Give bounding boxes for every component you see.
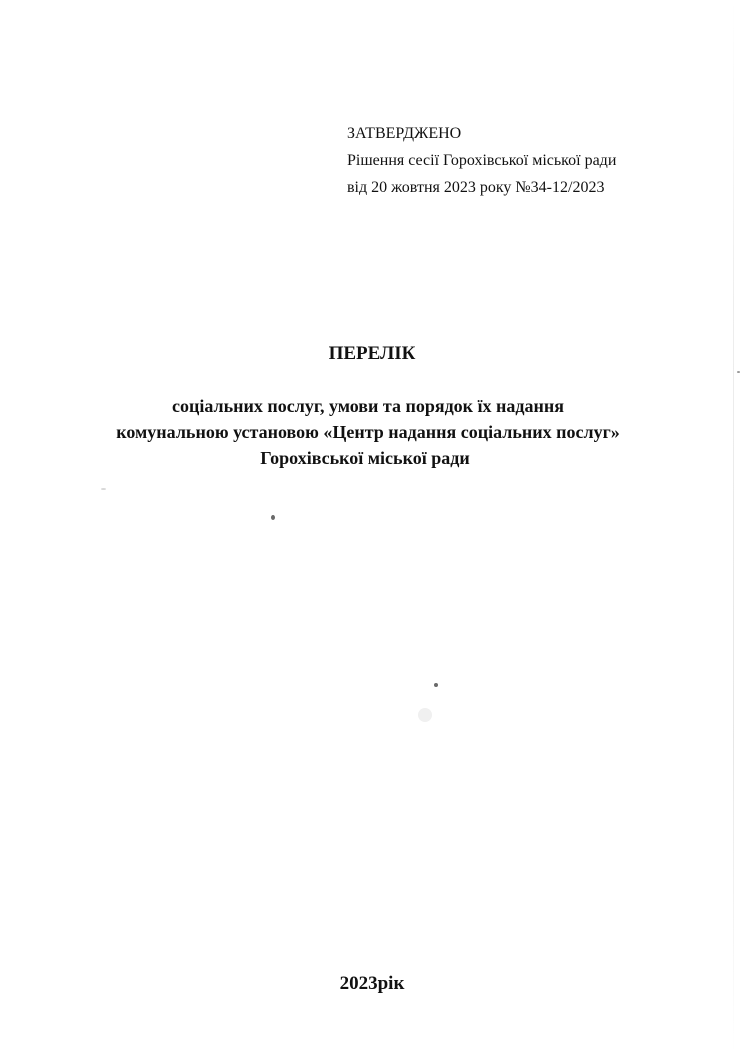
scan-edge-shadow xyxy=(733,0,734,1053)
scan-speck xyxy=(101,488,106,490)
scan-speck xyxy=(271,515,275,520)
approval-date-line: від 20 жовтня 2023 року №34-12/2023 xyxy=(347,179,605,196)
approval-stamp-block xyxy=(347,120,616,201)
scan-speck xyxy=(434,683,438,687)
approval-decision-line: Рішення сесії Горохівської міської ради xyxy=(347,152,617,169)
subtitle-line: Горохівської міської ради xyxy=(260,448,470,468)
scan-speck xyxy=(737,371,740,373)
document-subtitle xyxy=(0,393,744,471)
subtitle-line: соціальних послуг, умови та порядок їх надання xyxy=(171,396,565,416)
document-title: ПЕРЕЛІК xyxy=(328,343,416,364)
subtitle-line: комунальною установою «Центр надання соціальних послуг» xyxy=(116,422,620,442)
scan-smudge xyxy=(418,708,432,722)
approval-heading: ЗАТВЕРДЖЕНО xyxy=(347,125,462,142)
document-year: 2023рік xyxy=(339,973,405,994)
